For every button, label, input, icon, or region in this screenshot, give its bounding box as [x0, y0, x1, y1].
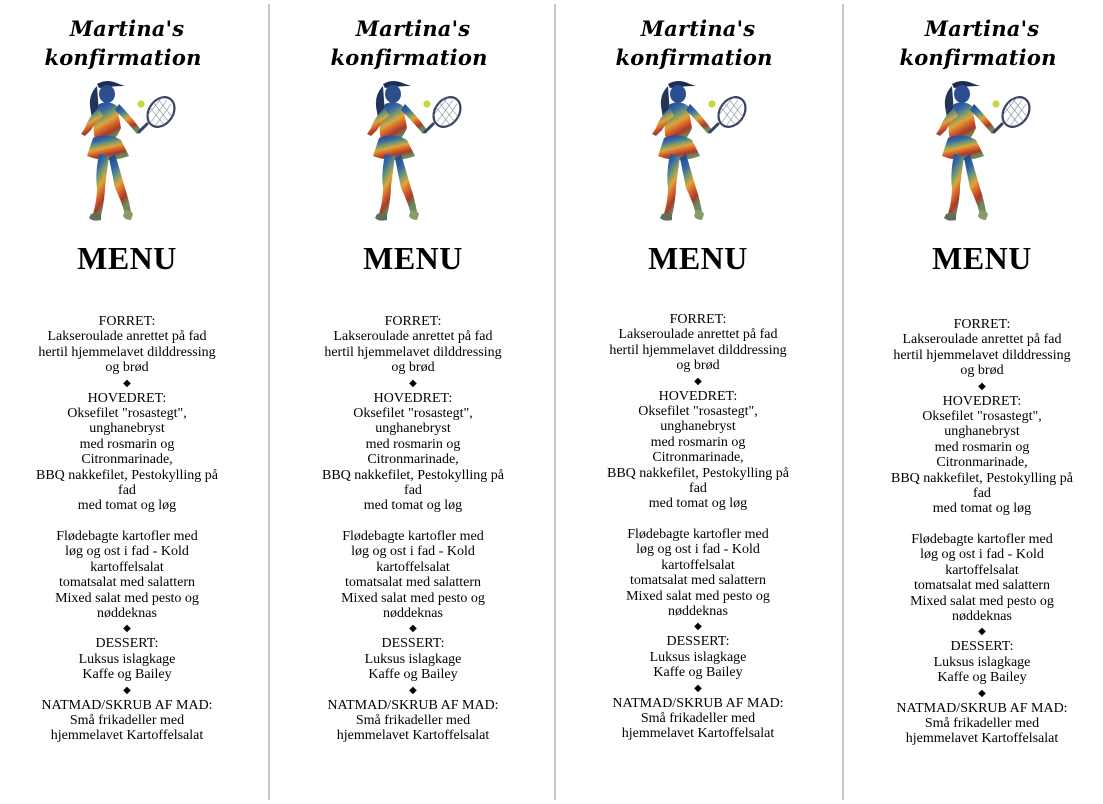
title-line-2: konfirmation: [615, 45, 773, 70]
dessert-line: Luksus islagkage: [78, 651, 176, 667]
dessert-line: Kaffe og Bailey: [653, 665, 743, 681]
title-line-2: konfirmation: [44, 45, 202, 70]
title-line-1: Martina's: [924, 16, 1040, 41]
section-label-forret: FORRET:: [953, 317, 1011, 332]
diamond-separator: ◆: [409, 684, 417, 696]
forret-line: hertil hjemmelavet dilddressing: [893, 347, 1071, 363]
hovedret-line: Citronmarinade,: [81, 452, 173, 468]
forret-line: og brød: [960, 363, 1004, 379]
tilbehor-line: Mixed salat med pesto og: [341, 590, 485, 606]
natmad-line: hjemmelavet Kartoffelsalat: [336, 728, 490, 744]
hovedret-line: fad: [118, 483, 136, 499]
menu-content: [7, 314, 247, 744]
hovedret-line: fad: [689, 481, 707, 497]
card-divider: [842, 4, 844, 800]
forret-line: Lakseroulade anrettet på fad: [47, 329, 207, 345]
tilbehor-line: løg og ost i fad - Kold: [920, 547, 1044, 563]
section-label-natmad: NATMAD/SKRUB AF MAD:: [896, 700, 1068, 716]
diamond-separator: ◆: [409, 377, 417, 389]
tennis-player-illustration: [638, 78, 758, 223]
menu-card: [293, 0, 533, 804]
tilbehor-line: Mixed salat med pesto og: [910, 593, 1054, 609]
tilbehor-line: nøddeknas: [97, 605, 157, 621]
hovedret-line: BBQ nakkefilet, Pestokylling på: [36, 467, 218, 483]
tilbehor-line: løg og ost i fad - Kold: [65, 544, 189, 560]
tilbehor-line: nøddeknas: [383, 605, 443, 621]
dessert-line: Kaffe og Bailey: [368, 667, 458, 683]
card-divider: [268, 4, 270, 800]
menu-content: [862, 317, 1102, 747]
tilbehor-line: Flødebagte kartofler med: [56, 528, 198, 544]
diamond-separator: ◆: [123, 684, 131, 696]
hovedret-line: Oksefilet "rosastegt",: [638, 404, 758, 420]
forret-line: hertil hjemmelavet dilddressing: [324, 344, 502, 360]
diamond-separator: ◆: [409, 623, 417, 635]
hovedret-line: BBQ nakkefilet, Pestokylling på: [322, 467, 504, 483]
section-label-natmad: NATMAD/SKRUB AF MAD:: [41, 697, 213, 713]
spacer: [578, 512, 818, 527]
menu-content: [293, 314, 533, 744]
diamond-separator: ◆: [694, 682, 702, 694]
tilbehor-line: Flødebagte kartofler med: [627, 526, 769, 542]
section-label-dessert: DESSERT:: [950, 639, 1014, 655]
diamond-separator: ◆: [978, 687, 986, 699]
tilbehor-line: kartoffelsalat: [90, 559, 164, 575]
section-label-forret: FORRET:: [669, 312, 727, 327]
hovedret-line: med rosmarin og: [650, 434, 746, 450]
section-label-hovedret: HOVEDRET:: [942, 393, 1022, 409]
hovedret-line: Citronmarinade,: [652, 450, 744, 466]
tilbehor-line: tomatsalat med salattern: [629, 573, 767, 589]
forret-line: hertil hjemmelavet dilddressing: [38, 344, 216, 360]
tilbehor-line: kartoffelsalat: [661, 557, 735, 573]
tennis-player-illustration: [67, 78, 187, 223]
tilbehor-line: tomatsalat med salattern: [344, 575, 482, 591]
hovedret-line: unghanebryst: [660, 419, 736, 435]
natmad-line: hjemmelavet Kartoffelsalat: [621, 726, 775, 742]
section-label-natmad: NATMAD/SKRUB AF MAD:: [327, 697, 499, 713]
card-title: [7, 14, 247, 72]
section-label-dessert: DESSERT:: [95, 636, 159, 652]
tilbehor-line: Flødebagte kartofler med: [911, 531, 1053, 547]
natmad-line: hjemmelavet Kartoffelsalat: [905, 731, 1059, 747]
hovedret-line: unghanebryst: [375, 421, 451, 437]
menu-heading: MENU: [932, 240, 1032, 276]
diamond-separator: ◆: [694, 375, 702, 387]
dessert-line: Luksus islagkage: [649, 649, 747, 665]
diamond-separator: ◆: [123, 623, 131, 635]
tilbehor-line: Flødebagte kartofler med: [342, 528, 484, 544]
tilbehor-line: kartoffelsalat: [376, 559, 450, 575]
section-label-dessert: DESSERT:: [666, 634, 730, 650]
natmad-line: Små frikadeller med: [924, 715, 1040, 731]
section-label-natmad: NATMAD/SKRUB AF MAD:: [612, 695, 784, 711]
diamond-separator: ◆: [978, 380, 986, 392]
dessert-line: Kaffe og Bailey: [937, 670, 1027, 686]
hovedret-line: Citronmarinade,: [936, 455, 1028, 471]
tilbehor-line: tomatsalat med salattern: [913, 578, 1051, 594]
hovedret-line: med rosmarin og: [365, 436, 461, 452]
forret-line: Lakseroulade anrettet på fad: [618, 327, 778, 343]
menu-content: [578, 312, 818, 742]
tilbehor-line: kartoffelsalat: [945, 562, 1019, 578]
tilbehor-line: løg og ost i fad - Kold: [636, 542, 760, 558]
hovedret-line: med rosmarin og: [934, 439, 1030, 455]
forret-line: hertil hjemmelavet dilddressing: [609, 342, 787, 358]
natmad-line: hjemmelavet Kartoffelsalat: [50, 728, 204, 744]
hovedret-line: med tomat og løg: [77, 498, 177, 514]
title-line-1: Martina's: [355, 16, 471, 41]
section-label-forret: FORRET:: [384, 314, 442, 329]
dessert-line: Luksus islagkage: [933, 654, 1031, 670]
tilbehor-line: nøddeknas: [668, 603, 728, 619]
section-label-hovedret: HOVEDRET:: [87, 390, 167, 406]
dessert-line: Luksus islagkage: [364, 651, 462, 667]
spacer: [7, 514, 247, 529]
hovedret-line: med tomat og løg: [648, 496, 748, 512]
spacer: [862, 517, 1102, 532]
menu-heading: MENU: [77, 240, 177, 276]
diamond-separator: ◆: [123, 377, 131, 389]
section-label-dessert: DESSERT:: [381, 636, 445, 652]
title-line-2: konfirmation: [899, 45, 1057, 70]
title-line-1: Martina's: [640, 16, 756, 41]
menu-card: [7, 0, 247, 804]
menu-heading: MENU: [648, 240, 748, 276]
menu-card: [578, 0, 818, 804]
title-line-1: Martina's: [69, 16, 185, 41]
card-title: [862, 14, 1102, 72]
section-label-hovedret: HOVEDRET:: [373, 390, 453, 406]
menu-heading: MENU: [363, 240, 463, 276]
forret-line: Lakseroulade anrettet på fad: [333, 329, 493, 345]
hovedret-line: Oksefilet "rosastegt",: [67, 406, 187, 422]
forret-line: og brød: [105, 360, 149, 376]
tilbehor-line: Mixed salat med pesto og: [55, 590, 199, 606]
hovedret-line: BBQ nakkefilet, Pestokylling på: [891, 470, 1073, 486]
hovedret-line: unghanebryst: [89, 421, 165, 437]
natmad-line: Små frikadeller med: [355, 712, 471, 728]
forret-line: og brød: [391, 360, 435, 376]
hovedret-line: med tomat og løg: [363, 498, 463, 514]
tennis-player-illustration: [922, 78, 1042, 223]
tilbehor-line: nøddeknas: [952, 608, 1012, 624]
forret-line: og brød: [676, 358, 720, 374]
diamond-separator: ◆: [694, 621, 702, 633]
spacer: [293, 514, 533, 529]
card-divider: [554, 4, 556, 800]
hovedret-line: Oksefilet "rosastegt",: [353, 406, 473, 422]
hovedret-line: BBQ nakkefilet, Pestokylling på: [607, 465, 789, 481]
hovedret-line: fad: [404, 483, 422, 499]
diamond-separator: ◆: [978, 626, 986, 638]
dessert-line: Kaffe og Bailey: [82, 667, 172, 683]
natmad-line: Små frikadeller med: [640, 710, 756, 726]
hovedret-line: unghanebryst: [944, 424, 1020, 440]
tilbehor-line: Mixed salat med pesto og: [626, 588, 770, 604]
card-title: [578, 14, 818, 72]
forret-line: Lakseroulade anrettet på fad: [902, 332, 1062, 348]
menu-card: [862, 0, 1102, 804]
hovedret-line: med tomat og løg: [932, 501, 1032, 517]
tennis-player-illustration: [353, 78, 473, 223]
hovedret-line: med rosmarin og: [79, 436, 175, 452]
section-label-hovedret: HOVEDRET:: [658, 388, 738, 404]
natmad-line: Små frikadeller med: [69, 712, 185, 728]
hovedret-line: Citronmarinade,: [367, 452, 459, 468]
card-title: [293, 14, 533, 72]
section-label-forret: FORRET:: [98, 314, 156, 329]
title-line-2: konfirmation: [330, 45, 488, 70]
hovedret-line: Oksefilet "rosastegt",: [922, 409, 1042, 425]
hovedret-line: fad: [973, 486, 991, 502]
tilbehor-line: løg og ost i fad - Kold: [351, 544, 475, 560]
tilbehor-line: tomatsalat med salattern: [58, 575, 196, 591]
